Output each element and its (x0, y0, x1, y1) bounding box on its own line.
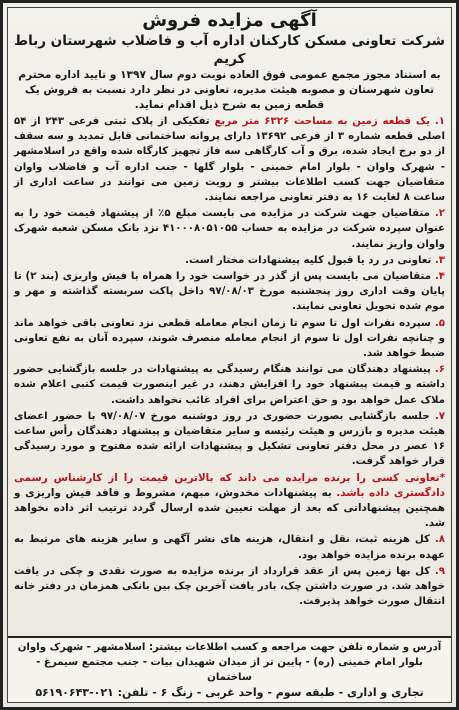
item-text: تفکیکی از پلاک ثبتی فرعی ۲۴۳ از ۵۴ اصلی قطعه شماره ۳ از فرعی ۱۳۶۹۲ دارای پروانه ساختمانی قابل تمدید و سه سقف از دو برج ایجاد شده، برق و آب کارگاهی سه فاز تجهیز کارگاه شده واقع در اسلامشهر - شهرک واوان - بلوار امام خمینی - بلوار گلها - جنب اداره آب و فاضلاب واوان متقاضیان جهت کسب اطلاعات بیشتر و رویت زمین می توانند در ساعت اداری از ساعت ۸ لغایت ۱۶ به دفتر تعاونی مراجعه نمایند. (14, 116, 445, 204)
item-number: ۴ (438, 271, 446, 283)
list-item: ۵. سپرده نفرات اول تا سوم تا زمان انجام معامله قطعی نزد تعاونی باقی خواهد ماند و چنانچه نفرات اول تا سوم از انجام معامله منصرف شوند، سپرده آنان به نفع تعاونی ضبط خواهد شد. (14, 317, 445, 360)
winner-note (14, 471, 445, 532)
item-text: تعاونی در رد یا قبول کلیه پیشنهادات مختار است. (185, 254, 432, 266)
intro-paragraph: به استناد مجوز مجمع عمومی فوق العاده نوبت دوم سال ۱۳۹۷ و تایید اداره محترم تعاون شهرستان و مصوبه هیئت مدیره، تعاونی در نظر دارد نسبت به فروش یک قطعه زمین به شرح ذیل اقدام نماید. (18, 69, 441, 111)
item-number: ۶ (438, 364, 446, 376)
footer-phone-line: تجاری و اداری - طبقه سوم - واحد غربی - زنگ ۶ - تلفن: ۰۲۱-۵۶۱۹۰۶۴۳ (35, 686, 424, 699)
footer-address-line: بلوار امام خمینی (ره) - پایین تر از میدان شهیدان بیات - جنب مجتمع سیمرغ - ساختمان (36, 657, 423, 683)
item-text: کل بها زمین پس از عقد قرارداد از برنده مزایده به صورت نقدی و چکی در یافت خواهد شد. در صورت داشتن چک، بادر یافت آخرین چک بین بانکی همزمان در دفتر خانه انتقال صورت خواهد پذیرفت. (14, 565, 445, 608)
organization-name: شرکت تعاونی مسکن کارکنان اداره آب و فاضلاب شهرستان رباط کریم (14, 33, 445, 67)
winner-note-text: به پیشنهادات مخدوش، مبهم، مشروط و فاقد فیش واریزی و همچنین پیشنهاداتی که بعد از مهلت تعیین شده ارسال گردد ترتیب اثر داده نخواهد شد. (14, 486, 445, 530)
footer-address-line: آدرس و شماره تلفن جهت مراجعه و کسب اطلاعات بیشتر: اسلامشهر - شهرک واوان (17, 642, 442, 653)
list-item: ۳. تعاونی در رد یا قبول کلیه پیشنهادات مختار است. (185, 254, 445, 266)
list-item: ۹. کل بها زمین پس از عقد قرارداد از برنده مزایده به صورت نقدی و چکی در یافت خواهد شد. در صورت داشتن چک، بادر یافت آخرین چک بین بانکی همزمان در دفتر خانه انتقال صورت خواهد پذیرفت. (14, 565, 445, 608)
item-text: سپرده نفرات اول تا سوم تا زمان انجام معامله قطعی نزد تعاونی باقی خواهد ماند و چنانچه نفرات اول تا سوم از انجام معامله منصرف شوند، سپرده آنان به نفع تعاونی ضبط خواهد شد. (14, 317, 445, 360)
item-number: ۳ (438, 254, 445, 266)
item-text: متقاضیان جهت شرکت در مزایده می بایست مبلغ ۵٪ از پیشنهاد قیمت خود را به عنوان سپرده شرکت در مزایده به حساب ۴۱۰۰۰۸۰۵۱۰۵۵ نزد بانک مسکن شعبه شهرک واوان واریز نمایند. (14, 208, 445, 250)
item-number: ۹ (438, 565, 445, 577)
contact-footer (8, 636, 451, 702)
item-text: پیشنهاد دهندگان می توانند هنگام رسیدگی به پیشنهادات در جلسه بازگشایی حضور داشته و قیمت پیشنهاد خود را افزایش دهند، در غیر اینصورت قیمت کتبی اعلام شده ملاک عمل خواهد بود و حق اعتراض برای افراد غائب نخواهد داشت. (14, 364, 445, 406)
item-number: ۸ (438, 534, 445, 546)
item-number: ۲ (438, 208, 446, 220)
item-text: متقاضیان می بایست پس از گذر در خواست خود را همراه با فیش واریزی (بند ۲) تا پایان وقت اداری روز پنجشنبه مورخ ۹۷/۰۸/۰۳ داخل پاکت سربسته گذاشته و مهر و موم شده تحویل تعاونی نمایند. (14, 271, 445, 313)
winner-note-highlight: *تعاونی کسی را برنده مزایده می داند که بالاترین قیمت را از کارشناس رسمی دادگستری داده باشد. (14, 471, 446, 499)
list-item: ۶. پیشنهاد دهندگان می توانند هنگام رسیدگی به پیشنهادات در جلسه بازگشایی حضور داشته و قیمت پیشنهاد خود را افزایش دهند، در غیر اینصورت قیمت کتبی اعلام شده ملاک عمل خواهد بود و حق اعتراض برای افراد غائب نخواهد داشت. (14, 364, 446, 406)
list-item: ۸. کل هزینه ثبت، نقل و انتقال، هزینه های نشر آگهی و سایر هزینه های مرتبط به عهده برنده مزایده خواهد بود. (14, 534, 445, 561)
item-lead: یک قطعه زمین به مساحت ۶۳۲۶ متر مربع (214, 116, 431, 127)
list-item: ۱. یک قطعه زمین به مساحت ۶۳۲۶ متر مربع تفکیکی از پلاک ثبتی فرعی ۲۴۳ از ۵۴ اصلی قطعه شماره ۳ از فرعی ۱۳۶۹۲ دارای پروانه ساختمانی قابل تمدید و سه سقف از دو برج ایجاد شده، برق و آب کارگاهی سه فاز تجهیز کارگاه شده واقع در اسلامشهر - شهرک واوان - بلوار امام خمینی - بلوار گلها - جنب اداره آب و فاضلاب واوان متقاضیان جهت کسب اطلاعات بیشتر و رویت زمین می توانند در ساعت اداری از ساعت ۸ لغایت ۱۶ به دفتر تعاونی مراجعه نمایند. (14, 116, 446, 204)
item-number: ۷ (438, 410, 446, 422)
ad-title: آگهی مزایده فروش (142, 10, 317, 31)
list-item: ۷. جلسه بازگشایی بصورت حضوری در روز دوشنبه مورخ ۹۷/۰۸/۰۷ با حضور اعضای هیئت مدیره و بازرس و هیئت رئیسه و سایر متقاضیان و پیشنهاد دهندگان رأس ساعت ۱۶ عصر در محل دفتر تعاونی تشکیل و پیشنهادات ارائه شده مفتوح و مورد رسیدگی قرار خواهد گرفت. (14, 410, 446, 468)
list-item: ۲. متقاضیان جهت شرکت در مزایده می بایست مبلغ ۵٪ از پیشنهاد قیمت خود را به عنوان سپرده شرکت در مزایده به حساب ۴۱۰۰۰۸۰۵۱۰۵۵ نزد بانک مسکن شعبه شهرک واوان واریز نمایند. (14, 208, 446, 250)
item-text: جلسه بازگشایی بصورت حضوری در روز دوشنبه مورخ ۹۷/۰۸/۰۷ با حضور اعضای هیئت مدیره و بازرس و هیئت رئیسه و سایر متقاضیان و پیشنهاد دهندگان رأس ساعت ۱۶ عصر در محل دفتر تعاونی تشکیل و پیشنهادات ارائه شده مفتوح و مورد رسیدگی قرار خواهد گرفت. (14, 410, 445, 468)
item-text: کل هزینه ثبت، نقل و انتقال، هزینه های نشر آگهی و سایر هزینه های مرتبط به عهده برنده مزایده خواهد بود. (14, 534, 445, 561)
ad-border (7, 7, 452, 703)
list-item: ۴. متقاضیان می بایست پس از گذر در خواست خود را همراه با فیش واریزی (بند ۲) تا پایان وقت اداری روز پنجشنبه مورخ ۹۷/۰۸/۰۳ داخل پاکت سربسته گذاشته و مهر و موم شده تحویل تعاونی نمایند. (14, 271, 446, 313)
item-number: ۵ (438, 317, 445, 329)
item-number: ۱ (438, 116, 446, 127)
